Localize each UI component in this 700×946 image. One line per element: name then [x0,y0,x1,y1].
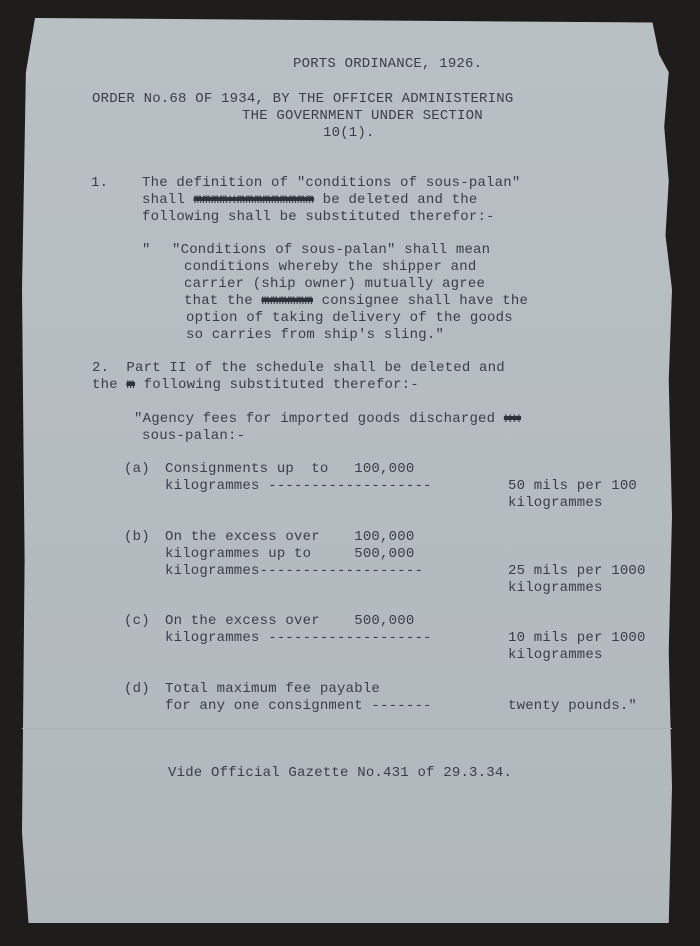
struck-text: mmmmxmmmmmmmmm [193,192,315,208]
item-b-line2: kilogrammes up to 500,000 [165,546,415,562]
order-heading-line3: 10(1). [323,125,375,141]
paper-fold-line [22,728,672,729]
order-heading-line2: THE GOVERNMENT UNDER SECTION [242,108,483,124]
section-2-line2: the m following substituted therefor:- [92,377,419,393]
item-a-line1: Consignments up to 100,000 [165,461,415,477]
item-b-fee-unit: kilogrammes [508,580,603,596]
item-b-label: (b) [124,529,150,545]
gazette-reference: Vide Official Gazette No.431 of 29.3.34. [168,765,513,781]
item-a-fee-unit: kilogrammes [508,495,603,511]
item-c-label: (c) [124,613,150,629]
item-b-line3: kilogrammes------------------- [165,563,424,579]
item-a-label: (a) [124,461,150,477]
item-a-fee: 50 mils per 100 [508,478,638,494]
document-title: PORTS ORDINANCE, 1926. [293,56,483,72]
item-b-line1: On the excess over 100,000 [165,529,415,545]
item-d-line1: Total maximum fee payable [165,681,381,697]
order-heading-line1: ORDER No.68 OF 1934, BY THE OFFICER ADMINISTERING [92,91,514,107]
item-d-fee: twenty pounds." [508,698,638,714]
definition-line1: "Conditions of sous-palan" shall mean [172,242,491,258]
item-d-label: (d) [124,681,150,697]
item-b-fee: 25 mils per 1000 [508,563,646,579]
section-1-line2: shall mmmmxmmmmmmmmm be deleted and the [142,192,478,208]
section-1-line3: following shall be substituted therefor:- [142,209,495,225]
item-c-fee-unit: kilogrammes [508,647,603,663]
struck-text: xx [503,411,522,427]
struck-text: m [126,377,136,393]
item-a-line2: kilogrammes ------------------- [165,478,432,494]
definition-line5: option of taking delivery of the goods [186,310,513,326]
definition-line2: conditions whereby the shipper and [184,259,477,275]
item-c-fee: 10 mils per 1000 [508,630,646,646]
item-c-line1: On the excess over 500,000 [165,613,415,629]
section-2-line1: 2. Part II of the schedule shall be deleted and [92,360,505,376]
agency-fees-line2: sous-palan:- [142,428,246,444]
definition-line4: that the mmmmmm consignee shall have the [184,293,529,309]
agency-fees-line1: "Agency fees for imported goods discharged xx [134,411,522,427]
section-1-number: 1. [91,175,109,191]
item-c-line2: kilogrammes ------------------- [165,630,432,646]
definition-line3: carrier (ship owner) mutually agree [184,276,486,292]
struck-text: mmmmmm [261,293,314,309]
section-1-line1: The definition of "conditions of sous-palan" [142,175,521,191]
item-d-line2: for any one consignment ------- [165,698,432,714]
quote-open-mark: " [142,242,151,258]
definition-line6: so carries from ship's sling." [186,327,445,343]
